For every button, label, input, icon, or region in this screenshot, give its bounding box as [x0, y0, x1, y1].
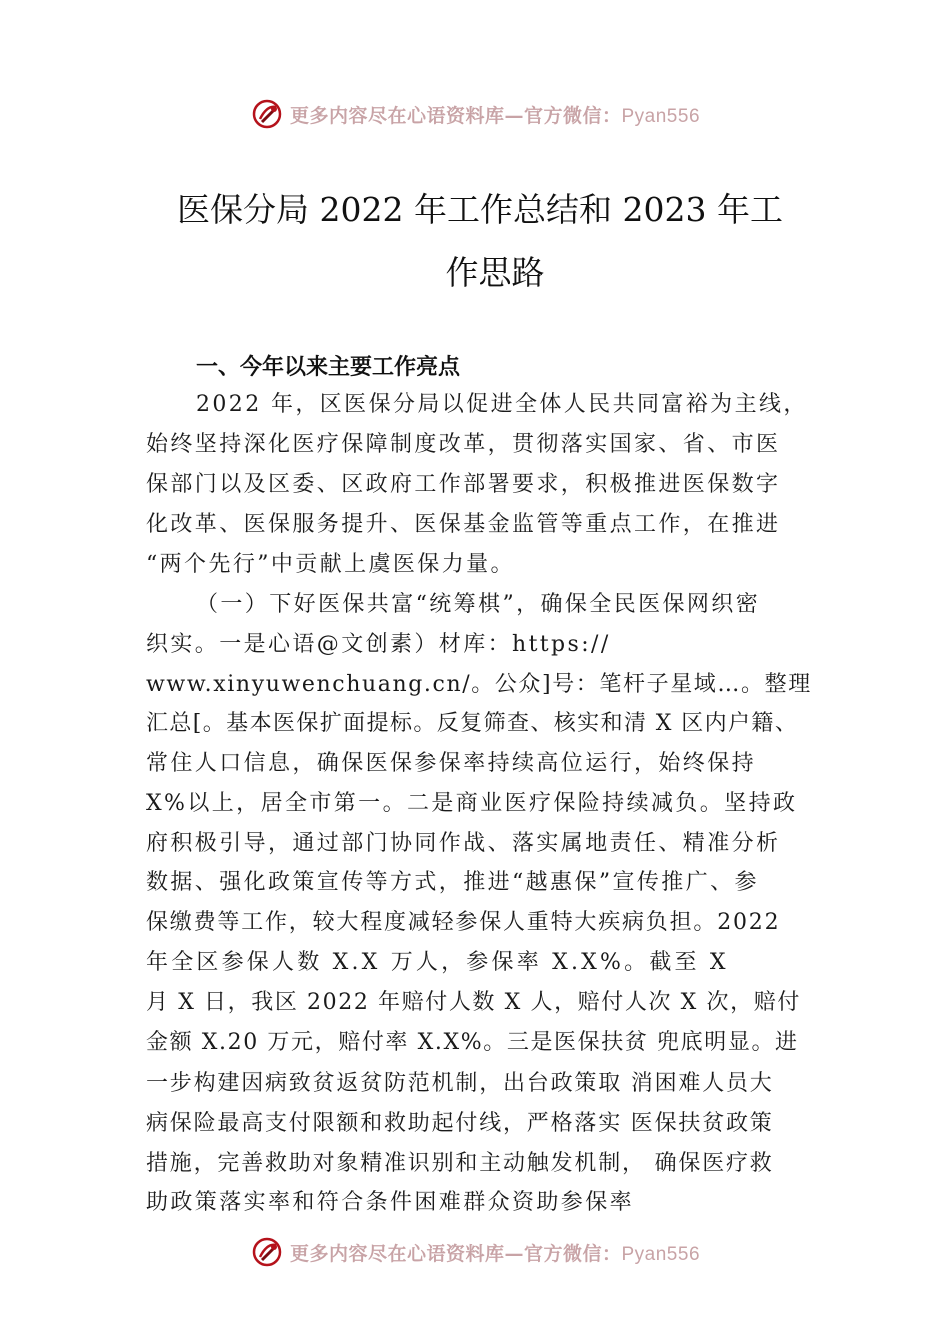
body-line: 始终坚持深化医疗保障制度改革，贯彻落实国家、省、市医: [146, 432, 781, 457]
body-line: 化改革、医保服务提升、医保基金监管等重点工作，在推进: [146, 512, 781, 537]
body-line: 数据、强化政策宣传等方式，推进“越惠保”宣传推广、参: [146, 870, 759, 895]
body-line: 织实。一是心语@文创素）材库：https://: [146, 632, 611, 657]
banner-text-latin: Pyan556: [621, 1243, 701, 1265]
banner-text-cn: 更多内容尽在心语资料库—官方微信：: [289, 104, 622, 127]
body-line: X%以上，居全市第一。二是商业医疗保险持续减负。坚持政: [146, 791, 798, 816]
banner-text: [290, 1239, 700, 1266]
document-title-line-2: 作思路: [445, 253, 545, 292]
header-banner: [0, 94, 950, 134]
banner-text-cn: 更多内容尽在心语资料库—官方微信：: [289, 1242, 622, 1265]
footer-banner: [0, 1232, 950, 1272]
body-line: 月 X 日，我区 2022 年赔付人数 X 人，赔付人次 X 次，赔付: [146, 990, 801, 1015]
logo-icon: [250, 97, 284, 131]
body-line: 保部门以及区委、区政府工作部署要求，积极推进医保数字: [146, 472, 781, 497]
body-line: 助政策落实率和符合条件困难群众资助参保率: [146, 1190, 635, 1215]
body-line: www.xinyuwenchuang.cn/。公众]号：笔杆子星域…。整理: [146, 672, 812, 697]
body-line: 常住人口信息，确保医保参保率持续高位运行，始终保持: [146, 751, 757, 776]
body-line: 汇总[。基本医保扩面提标。反复筛查、核实和清 X 区内户籍、: [146, 711, 799, 736]
body-line: 府积极引导，通过部门协同作战、落实属地责任、精准分析: [146, 831, 781, 856]
section-heading: 一、今年以来主要工作亮点: [196, 355, 461, 380]
body-line: （一）下好医保共富“统筹棋”，确保全民医保网织密: [196, 592, 761, 617]
body-line: 一步构建因病致贫返贫防范机制，出台政策取 消困难人员大: [146, 1071, 774, 1096]
logo-icon: [250, 1235, 284, 1269]
body-line: 2022 年，区医保分局以促进全体人民共同富裕为主线，: [196, 392, 808, 417]
body-line: 保缴费等工作，较大程度减轻参保人重特大疾病负担。2022: [146, 910, 781, 935]
body-line: 病保险最高支付限额和救助起付线，严格落实 医保扶贫政策: [146, 1111, 774, 1136]
document-title-line-1: 医保分局 2022 年工作总结和 2023 年工: [177, 190, 783, 229]
body-line: 年全区参保人数 X.X 万人，参保率 X.X%。截至 X: [146, 950, 729, 975]
body-line: 措施，完善救助对象精准识别和主动触发机制， 确保医疗救: [146, 1151, 774, 1176]
body-line: “两个先行”中贡献上虞医保力量。: [146, 552, 515, 577]
banner-text-latin: Pyan556: [621, 105, 701, 127]
body-line: 金额 X.20 万元，赔付率 X.X%。三是医保扶贫 兜底明显。进: [146, 1030, 799, 1055]
banner-text: [290, 101, 700, 128]
